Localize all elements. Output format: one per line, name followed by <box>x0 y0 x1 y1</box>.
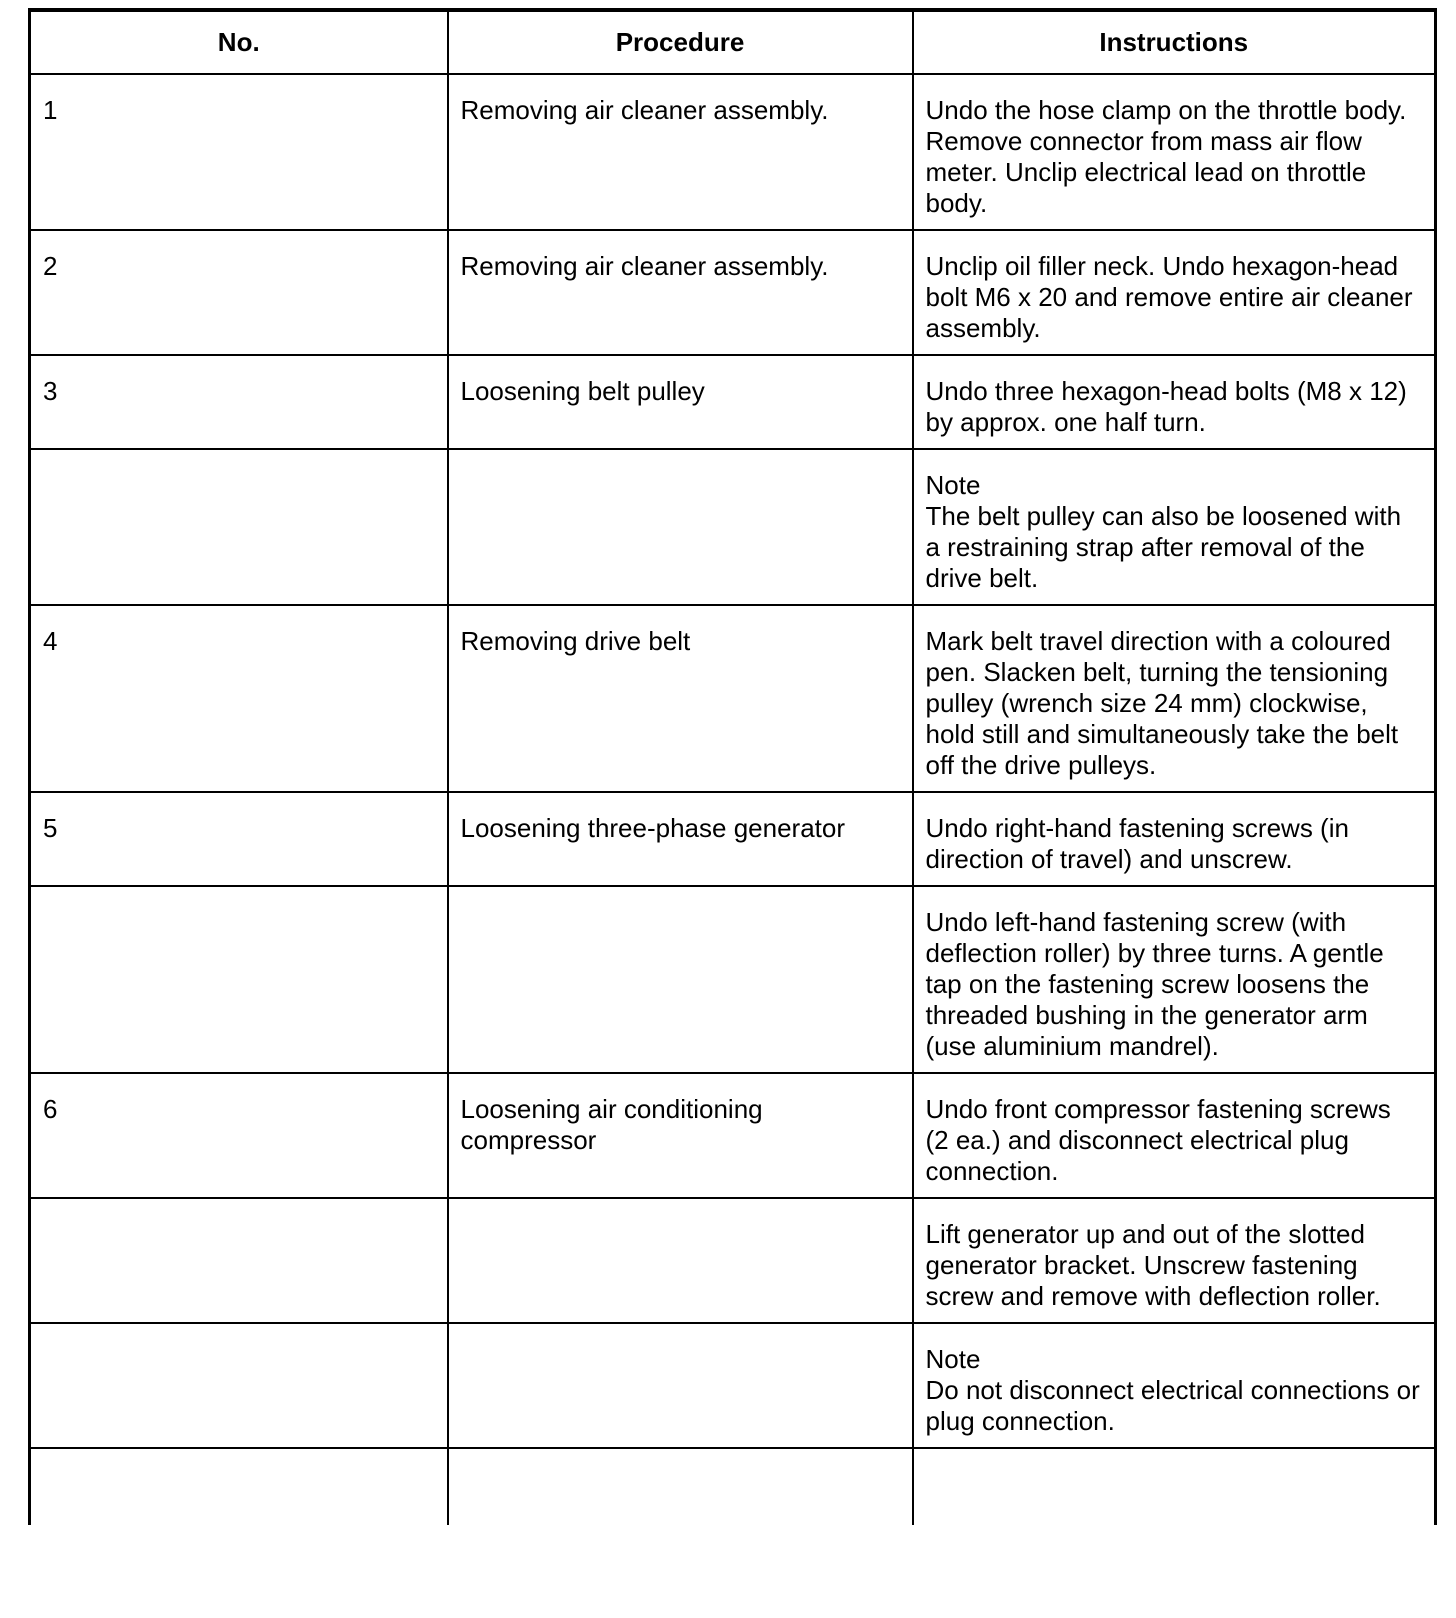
table-row <box>30 74 1436 230</box>
row-number: 4 <box>30 605 448 792</box>
row-instructions: Lift generator up and out of the slotted generator bracket. Unscrew fastening screw and remove with deflection roller. <box>913 1198 1436 1323</box>
note-text: Do not disconnect electrical connections or plug connection. <box>925 1375 1420 1436</box>
row-instructions: Undo left-hand fastening screw (with deflection roller) by three turns. A gentle tap on the fastening screw loosens the threaded bushing in the generator arm (use aluminium mandrel). <box>913 886 1436 1073</box>
table-row-empty <box>30 1448 1436 1525</box>
row-number <box>30 1198 448 1323</box>
row-procedure <box>448 1198 913 1323</box>
procedure-table <box>28 8 1437 1525</box>
note-text: The belt pulley can also be loosened with a restraining strap after removal of the drive belt. <box>925 501 1402 593</box>
row-procedure: Removing drive belt <box>448 605 913 792</box>
row-instructions <box>913 449 1436 605</box>
row-instructions: Undo three hexagon-head bolts (M8 x 12) by approx. one half turn. <box>913 355 1436 449</box>
table-row <box>30 355 1436 449</box>
table-row <box>30 886 1436 1073</box>
header-procedure: Procedure <box>448 10 913 74</box>
table-row <box>30 230 1436 355</box>
row-procedure <box>448 1323 913 1448</box>
table-row <box>30 449 1436 605</box>
row-number: 6 <box>30 1073 448 1198</box>
row-procedure <box>448 449 913 605</box>
row-instructions: Undo the hose clamp on the throttle body. Remove connector from mass air flow meter. Unclip electrical lead on throttle body. <box>913 74 1436 230</box>
header-row <box>30 10 1436 74</box>
table-row <box>30 792 1436 886</box>
row-number <box>30 449 448 605</box>
row-number <box>30 886 448 1073</box>
row-procedure: Removing air cleaner assembly. <box>448 230 913 355</box>
row-procedure <box>448 886 913 1073</box>
table-row <box>30 1198 1436 1323</box>
row-number: 2 <box>30 230 448 355</box>
note-label: Note <box>925 470 981 500</box>
header-no: No. <box>30 10 448 74</box>
row-procedure: Loosening three-phase generator <box>448 792 913 886</box>
note-label: Note <box>925 1344 981 1374</box>
table-row <box>30 605 1436 792</box>
empty-cell <box>913 1448 1436 1525</box>
row-instructions: Mark belt travel direction with a coloured pen. Slacken belt, turning the tensioning pulley (wrench size 24 mm) clockwise, hold still and simultaneously take the belt off the drive pulleys. <box>913 605 1436 792</box>
row-number: 1 <box>30 74 448 230</box>
empty-cell <box>448 1448 913 1525</box>
row-instructions: Unclip oil filler neck. Undo hexagon-head bolt M6 x 20 and remove entire air cleaner assembly. <box>913 230 1436 355</box>
row-procedure: Removing air cleaner assembly. <box>448 74 913 230</box>
row-number <box>30 1323 448 1448</box>
row-instructions <box>913 1323 1436 1448</box>
empty-cell <box>30 1448 448 1525</box>
row-number: 5 <box>30 792 448 886</box>
row-instructions: Undo right-hand fastening screws (in direction of travel) and unscrew. <box>913 792 1436 886</box>
row-procedure: Loosening air conditioning compressor <box>448 1073 913 1198</box>
row-instructions: Undo front compressor fastening screws (2 ea.) and disconnect electrical plug connection. <box>913 1073 1436 1198</box>
row-number: 3 <box>30 355 448 449</box>
row-procedure: Loosening belt pulley <box>448 355 913 449</box>
header-instructions: Instructions <box>913 10 1436 74</box>
table-row <box>30 1073 1436 1198</box>
table-row <box>30 1323 1436 1448</box>
